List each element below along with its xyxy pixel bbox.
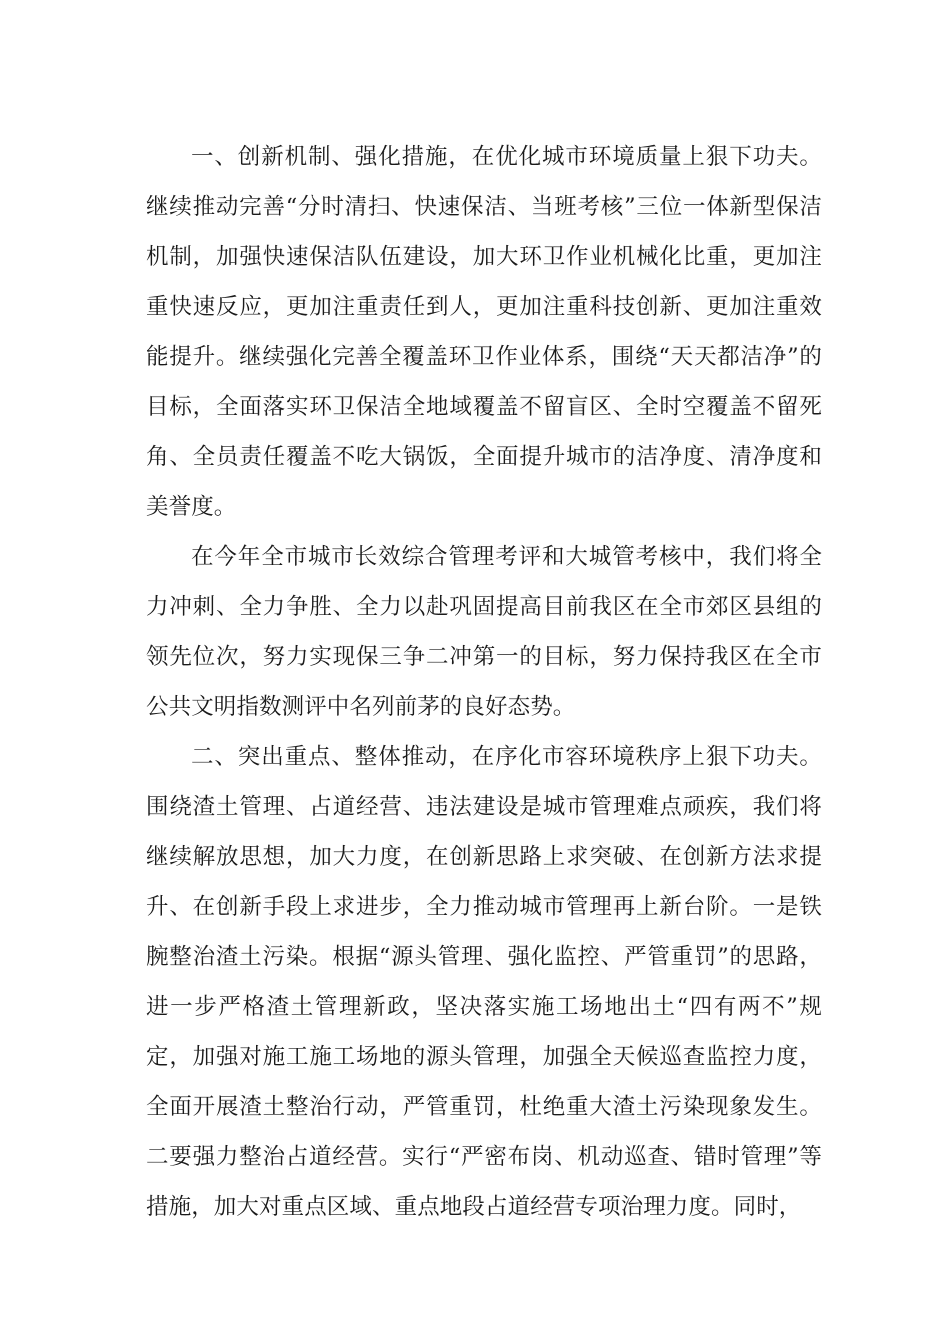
paragraph-1: 一、创新机制、强化措施，在优化城市环境质量上狠下功夫。继续推动完善“分时清扫、快速保洁、当班考核”三位一体新型保洁机制，加强快速保洁队伍建设，加大环卫作业机械化比重，更加注重快速反应，更加注重责任到人，更加注重科技创新、更加注重效能提升。继续强化完善全覆盖环卫作业体系，围绕“天天都洁净”的目标，全面落实环卫保洁全地域覆盖不留盲区、全时空覆盖不留死角、全员责任覆盖不吃大锅饭，全面提升城市的洁净度、清净度和美誉度。 (146, 144, 822, 520)
document-body (146, 132, 822, 1232)
paragraph-3: 二、突出重点、整体推动，在序化市容环境秩序上狠下功夫。围绕渣土管理、占道经营、违法建设是城市管理难点顽疾，我们将继续解放思想，加大力度，在创新思路上求突破、在创新方法求提升、在创新手段上求进步，全力推动城市管理再上新台阶。一是铁腕整治渣土污染。根据“源头管理、强化监控、严管重罚”的思路，进一步严格渣土管理新政，坚决落实施工场地出土“四有两不”规定，加强对施工施工场地的源头管理，加强全天候巡查监控力度，全面开展渣土整治行动，严管重罚，杜绝重大渣土污染现象发生。二要强力整治占道经营。实行“严密布岗、机动巡查、错时管理”等措施，加大对重点区域、重点地段占道经营专项治理力度。同时， (146, 744, 822, 1220)
paragraph-2: 在今年全市城市长效综合管理考评和大城管考核中，我们将全力冲刺、全力争胜、全力以赴巩固提高目前我区在全市郊区县组的领先位次，努力实现保三争二冲第一的目标，努力保持我区在全市公共文明指数测评中名列前茅的良好态势。 (146, 544, 822, 720)
